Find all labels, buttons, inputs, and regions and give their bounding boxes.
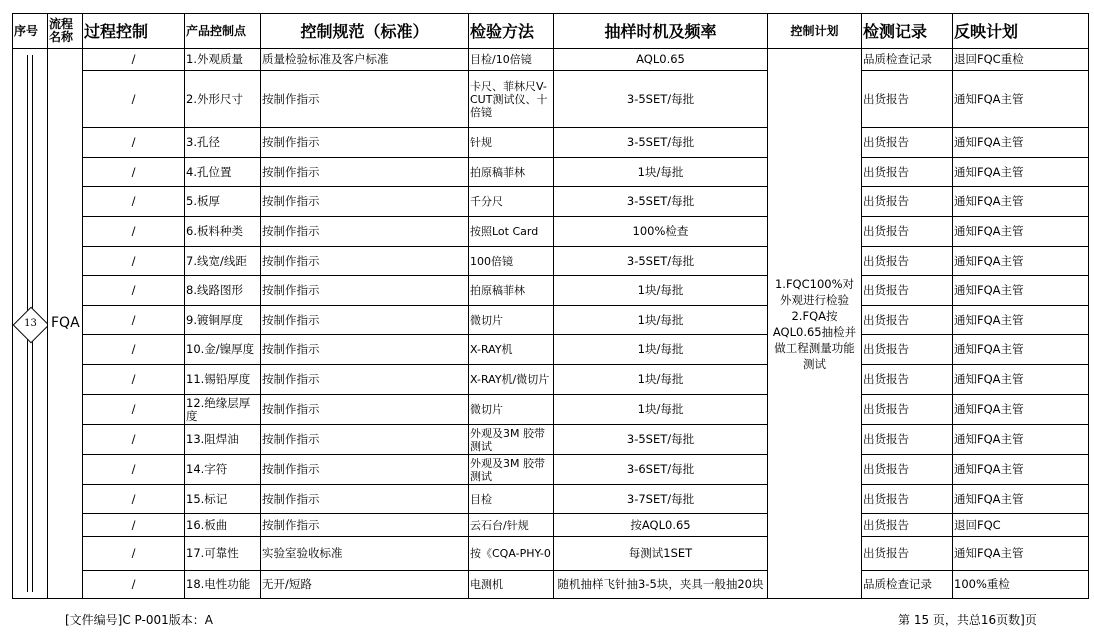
table-row bbox=[13, 365, 1089, 395]
control-spec-cell bbox=[261, 217, 469, 247]
sampling-cell-text: 100%检查 bbox=[632, 225, 689, 238]
inspection-method-cell bbox=[469, 335, 554, 365]
page-info: 第 15 页，共总16页数]页 bbox=[898, 613, 1037, 627]
reaction-plan-cell bbox=[953, 187, 1089, 217]
header-row bbox=[13, 14, 1089, 49]
inspection-method-cell-text: 电测机 bbox=[470, 578, 503, 591]
test-record-cell-text: 出货报告 bbox=[863, 463, 909, 476]
inspection-method-cell bbox=[469, 128, 554, 158]
process-control-cell-text: / bbox=[131, 165, 136, 179]
control-point-cell-text: 13.阻焊油 bbox=[186, 433, 239, 446]
inspection-method-cell bbox=[469, 425, 554, 455]
reaction-plan-cell-text: 100%重检 bbox=[954, 578, 1010, 591]
test-record-cell bbox=[862, 49, 953, 71]
reaction-plan-cell bbox=[953, 276, 1089, 306]
table-body bbox=[13, 49, 1089, 599]
process-control-cell-text: / bbox=[131, 343, 136, 356]
sequence-number: 13 bbox=[24, 317, 37, 329]
table-row bbox=[13, 247, 1089, 276]
control-point-cell-text: 12.绝缘层厚度 bbox=[186, 396, 251, 423]
process-control-cell bbox=[83, 128, 185, 158]
control-point-cell bbox=[185, 395, 261, 425]
test-record-cell bbox=[862, 571, 953, 599]
table-row bbox=[13, 49, 1089, 71]
test-record-cell-text: 出货报告 bbox=[863, 136, 909, 149]
process-control-cell-text: / bbox=[131, 433, 136, 446]
inspection-method-cell bbox=[469, 158, 554, 187]
table-row bbox=[13, 306, 1089, 335]
reaction-plan-cell bbox=[953, 217, 1089, 247]
table-row bbox=[13, 537, 1089, 571]
process-control-cell bbox=[83, 158, 185, 187]
sampling-cell bbox=[554, 158, 768, 187]
control-point-cell-text: 16.板曲 bbox=[186, 518, 228, 532]
control-plan-cell: 1.FQC100%对外观进行检验 2.FQA按AQL0.65抽检并做工程测量功能测试 bbox=[768, 49, 862, 599]
reaction-plan-cell-text: 通知FQA主管 bbox=[954, 195, 1024, 208]
test-record-cell bbox=[862, 514, 953, 537]
process-control-cell-text: / bbox=[131, 403, 136, 416]
control-spec-cell bbox=[261, 306, 469, 335]
control-spec-cell-text: 实验室验收标准 bbox=[262, 547, 343, 560]
reaction-plan-cell-text: 通知FQA主管 bbox=[954, 433, 1024, 446]
control-point-cell bbox=[185, 335, 261, 365]
process-control-cell-text: / bbox=[131, 373, 136, 386]
reaction-plan-cell bbox=[953, 158, 1089, 187]
process-control-cell bbox=[83, 71, 185, 128]
process-control-cell bbox=[83, 335, 185, 365]
reaction-plan-cell-text: 通知FQA主管 bbox=[954, 373, 1024, 386]
sampling-cell-text: 1块/每批 bbox=[637, 403, 684, 416]
test-record-cell-text: 品质检查记录 bbox=[863, 53, 932, 66]
control-plan-sheet bbox=[12, 13, 1089, 599]
reaction-plan-cell-text: 退回FQC bbox=[954, 518, 1001, 532]
sampling-cell-text: 1块/每批 bbox=[637, 373, 684, 386]
inspection-method-cell-text: 外观及3M 胶带测试 bbox=[470, 456, 545, 483]
sampling-cell-text: 每测试1SET bbox=[628, 547, 693, 560]
test-record-cell bbox=[862, 365, 953, 395]
test-record-cell-text: 出货报告 bbox=[863, 165, 909, 179]
sampling-cell bbox=[554, 247, 768, 276]
reaction-plan-cell bbox=[953, 247, 1089, 276]
sampling-cell-text: 随机抽样飞针抽3-5块，夹具一般抽20块 bbox=[557, 578, 764, 591]
table-row bbox=[13, 276, 1089, 306]
control-point-cell-text: 18.电性功能 bbox=[186, 578, 251, 591]
process-control-cell-text: / bbox=[131, 53, 136, 66]
control-spec-cell-text: 按制作指示 bbox=[262, 373, 320, 386]
process-control-cell bbox=[83, 514, 185, 537]
test-record-cell bbox=[862, 217, 953, 247]
sampling-cell bbox=[554, 485, 768, 514]
inspection-method-cell-text: 拍原稿菲林 bbox=[470, 165, 525, 179]
control-spec-cell-text: 按制作指示 bbox=[262, 225, 320, 238]
reaction-plan-cell-text: 通知FQA主管 bbox=[954, 403, 1024, 416]
inspection-method-cell bbox=[469, 247, 554, 276]
process-control-cell bbox=[83, 537, 185, 571]
inspection-method-cell-text: 目检/10倍镜 bbox=[470, 53, 532, 66]
sampling-cell-text: 3-5SET/每批 bbox=[626, 195, 695, 208]
test-record-cell-text: 出货报告 bbox=[863, 254, 909, 268]
inspection-method-cell-text: 针规 bbox=[470, 136, 492, 149]
test-record-cell bbox=[862, 128, 953, 158]
reaction-plan-cell bbox=[953, 485, 1089, 514]
reaction-plan-cell-text: 通知FQA主管 bbox=[954, 284, 1024, 297]
test-record-cell bbox=[862, 485, 953, 514]
sampling-cell-text: AQL0.65 bbox=[636, 53, 685, 66]
header-process-control: 过程控制 bbox=[83, 14, 185, 49]
process-control-cell-text: / bbox=[131, 578, 136, 591]
header-control-plan: 控制计划 bbox=[768, 14, 862, 49]
control-spec-cell-text: 按制作指示 bbox=[262, 254, 320, 268]
control-point-cell bbox=[185, 247, 261, 276]
sampling-cell bbox=[554, 128, 768, 158]
control-point-cell bbox=[185, 425, 261, 455]
control-spec-cell bbox=[261, 158, 469, 187]
reaction-plan-cell bbox=[953, 571, 1089, 599]
control-spec-cell-text: 按制作指示 bbox=[262, 92, 320, 106]
reaction-plan-cell-text: 通知FQA主管 bbox=[954, 92, 1024, 106]
control-spec-cell-text: 按制作指示 bbox=[262, 492, 320, 506]
test-record-cell-text: 出货报告 bbox=[863, 492, 909, 506]
inspection-method-cell bbox=[469, 217, 554, 247]
process-control-cell bbox=[83, 276, 185, 306]
inspection-method-cell bbox=[469, 514, 554, 537]
reaction-plan-cell bbox=[953, 455, 1089, 485]
control-plan-table bbox=[12, 13, 1089, 599]
control-spec-cell-text: 按制作指示 bbox=[262, 463, 320, 476]
inspection-method-cell-text: 目检 bbox=[470, 492, 492, 506]
process-control-cell-text: / bbox=[131, 284, 136, 297]
control-point-cell-text: 3.孔径 bbox=[186, 136, 220, 149]
sampling-cell bbox=[554, 571, 768, 599]
control-spec-cell-text: 按制作指示 bbox=[262, 403, 320, 416]
test-record-cell-text: 出货报告 bbox=[863, 373, 909, 386]
reaction-plan-cell-text: 通知FQA主管 bbox=[954, 463, 1024, 476]
sampling-cell bbox=[554, 455, 768, 485]
inspection-method-cell bbox=[469, 306, 554, 335]
control-spec-cell bbox=[261, 485, 469, 514]
test-record-cell bbox=[862, 158, 953, 187]
sampling-cell-text: 3-5SET/每批 bbox=[626, 254, 695, 268]
header-inspection-method: 检验方法 bbox=[469, 14, 554, 49]
control-point-cell-text: 2.外形尺寸 bbox=[186, 92, 243, 106]
sampling-cell bbox=[554, 537, 768, 571]
header-control-spec: 控制规范（标准） bbox=[261, 14, 469, 49]
process-control-cell bbox=[83, 425, 185, 455]
sampling-cell bbox=[554, 217, 768, 247]
process-control-cell-text: / bbox=[131, 225, 136, 238]
reaction-plan-cell bbox=[953, 395, 1089, 425]
reaction-plan-cell bbox=[953, 306, 1089, 335]
sampling-cell bbox=[554, 71, 768, 128]
test-record-cell-text: 出货报告 bbox=[863, 403, 909, 416]
control-spec-cell-text: 按制作指示 bbox=[262, 313, 320, 327]
process-control-cell-text: / bbox=[131, 136, 136, 149]
control-spec-cell bbox=[261, 49, 469, 71]
control-spec-cell-text: 无开/短路 bbox=[262, 578, 312, 591]
sampling-cell bbox=[554, 49, 768, 71]
process-control-cell bbox=[83, 187, 185, 217]
inspection-method-cell-text: 拍原稿菲林 bbox=[470, 284, 525, 297]
inspection-method-cell-text: 卡尺、菲林尺V-CUT测试仪、十倍镜 bbox=[470, 79, 548, 119]
inspection-method-cell-text: 千分尺 bbox=[470, 195, 503, 208]
reaction-plan-cell-text: 通知FQA主管 bbox=[954, 343, 1024, 356]
reaction-plan-cell-text: 通知FQA主管 bbox=[954, 225, 1024, 238]
control-spec-cell-text: 按制作指示 bbox=[262, 165, 320, 179]
control-point-cell bbox=[185, 217, 261, 247]
control-spec-cell-text: 按制作指示 bbox=[262, 433, 320, 446]
header-flow-name: 流程名称 bbox=[48, 14, 83, 49]
control-spec-cell-text: 按制作指示 bbox=[262, 136, 320, 149]
control-point-cell-text: 10.金/镍厚度 bbox=[186, 343, 255, 356]
table-row bbox=[13, 571, 1089, 599]
control-spec-cell bbox=[261, 365, 469, 395]
control-point-cell bbox=[185, 187, 261, 217]
header-seq: 序号 bbox=[13, 14, 48, 49]
header-reaction-plan: 反映计划 bbox=[953, 14, 1089, 49]
header-product-control-point: 产品控制点 bbox=[185, 14, 261, 49]
sampling-cell bbox=[554, 425, 768, 455]
inspection-method-cell-text: X-RAY机 bbox=[470, 343, 513, 356]
control-point-cell-text: 8.线路图形 bbox=[186, 284, 243, 297]
inspection-method-cell-text: 按《CQA-PHY-0 bbox=[470, 547, 551, 560]
control-point-cell-text: 7.线宽/线距 bbox=[186, 254, 247, 268]
control-point-cell-text: 14.字符 bbox=[186, 463, 228, 476]
control-point-cell bbox=[185, 537, 261, 571]
process-control-cell-text: / bbox=[131, 313, 136, 327]
sampling-cell-text: 3-6SET/每批 bbox=[626, 463, 695, 476]
control-spec-cell bbox=[261, 425, 469, 455]
test-record-cell bbox=[862, 276, 953, 306]
inspection-method-cell bbox=[469, 71, 554, 128]
control-spec-cell bbox=[261, 455, 469, 485]
table-row bbox=[13, 514, 1089, 537]
inspection-method-cell-text: 云石台/针规 bbox=[470, 518, 529, 532]
process-control-cell-text: / bbox=[131, 254, 136, 268]
reaction-plan-cell bbox=[953, 514, 1089, 537]
control-spec-cell bbox=[261, 537, 469, 571]
test-record-cell-text: 出货报告 bbox=[863, 195, 909, 208]
sampling-cell-text: 1块/每批 bbox=[637, 343, 684, 356]
test-record-cell bbox=[862, 306, 953, 335]
process-control-cell-text: / bbox=[131, 492, 136, 506]
inspection-method-cell-text: 微切片 bbox=[470, 403, 503, 416]
control-point-cell-text: 9.镀铜厚度 bbox=[186, 313, 243, 327]
control-spec-cell-text: 质量检验标准及客户标准 bbox=[262, 53, 389, 66]
control-point-cell-text: 4.孔位置 bbox=[186, 165, 232, 179]
process-control-cell-text: / bbox=[131, 463, 136, 476]
control-spec-cell bbox=[261, 571, 469, 599]
table-row bbox=[13, 217, 1089, 247]
inspection-method-cell bbox=[469, 537, 554, 571]
table-row bbox=[13, 158, 1089, 187]
test-record-cell bbox=[862, 395, 953, 425]
control-spec-cell bbox=[261, 514, 469, 537]
control-point-cell bbox=[185, 514, 261, 537]
process-control-cell bbox=[83, 571, 185, 599]
reaction-plan-cell-text: 通知FQA主管 bbox=[954, 254, 1024, 268]
reaction-plan-cell bbox=[953, 335, 1089, 365]
table-row bbox=[13, 335, 1089, 365]
test-record-cell-text: 品质检查记录 bbox=[863, 578, 932, 591]
test-record-cell bbox=[862, 187, 953, 217]
control-point-cell bbox=[185, 365, 261, 395]
test-record-cell-text: 出货报告 bbox=[863, 284, 909, 297]
control-point-cell-text: 17.可靠性 bbox=[186, 547, 239, 560]
control-spec-cell bbox=[261, 128, 469, 158]
control-spec-cell-text: 按制作指示 bbox=[262, 518, 320, 532]
inspection-method-cell-text: 微切片 bbox=[470, 313, 503, 327]
control-point-cell bbox=[185, 571, 261, 599]
control-spec-cell-text: 按制作指示 bbox=[262, 343, 320, 356]
reaction-plan-cell bbox=[953, 71, 1089, 128]
process-control-cell bbox=[83, 49, 185, 71]
sampling-cell-text: 3-7SET/每批 bbox=[626, 492, 695, 506]
control-point-cell bbox=[185, 71, 261, 128]
inspection-method-cell bbox=[469, 571, 554, 599]
reaction-plan-cell bbox=[953, 128, 1089, 158]
test-record-cell-text: 出货报告 bbox=[863, 343, 909, 356]
control-spec-cell bbox=[261, 276, 469, 306]
control-spec-cell bbox=[261, 71, 469, 128]
reaction-plan-cell-text: 退回FQC重检 bbox=[954, 53, 1024, 66]
control-point-cell-text: 6.板料种类 bbox=[186, 225, 243, 238]
sampling-cell-text: 3-5SET/每批 bbox=[626, 433, 695, 446]
test-record-cell-text: 出货报告 bbox=[863, 518, 909, 532]
inspection-method-cell-text: 外观及3M 胶带测试 bbox=[470, 426, 545, 453]
control-point-cell bbox=[185, 455, 261, 485]
process-control-cell bbox=[83, 217, 185, 247]
sampling-cell bbox=[554, 514, 768, 537]
test-record-cell-text: 出货报告 bbox=[863, 313, 909, 327]
control-point-cell bbox=[185, 485, 261, 514]
sequence-cell bbox=[13, 49, 48, 599]
control-point-cell-text: 15.标记 bbox=[186, 492, 228, 506]
control-point-cell bbox=[185, 158, 261, 187]
control-spec-cell-text: 按制作指示 bbox=[262, 195, 320, 208]
sampling-cell-text: 3-5SET/每批 bbox=[626, 92, 695, 106]
control-spec-cell bbox=[261, 395, 469, 425]
test-record-cell-text: 出货报告 bbox=[863, 225, 909, 238]
control-point-cell bbox=[185, 276, 261, 306]
sampling-cell-text: 3-5SET/每批 bbox=[626, 136, 695, 149]
sampling-cell-text: 1块/每批 bbox=[637, 313, 684, 327]
table-row bbox=[13, 425, 1089, 455]
inspection-method-cell bbox=[469, 485, 554, 514]
test-record-cell bbox=[862, 425, 953, 455]
inspection-method-cell bbox=[469, 276, 554, 306]
sampling-cell-text: 1块/每批 bbox=[637, 284, 684, 297]
sampling-cell bbox=[554, 187, 768, 217]
control-point-cell-text: 5.板厚 bbox=[186, 195, 220, 208]
reaction-plan-cell-text: 通知FQA主管 bbox=[954, 313, 1024, 327]
control-spec-cell-text: 按制作指示 bbox=[262, 284, 320, 297]
table-row bbox=[13, 187, 1089, 217]
process-control-cell-text: / bbox=[131, 547, 136, 560]
test-record-cell bbox=[862, 537, 953, 571]
process-control-cell-text: / bbox=[131, 518, 136, 532]
reaction-plan-cell bbox=[953, 365, 1089, 395]
process-control-cell bbox=[83, 306, 185, 335]
inspection-method-cell bbox=[469, 395, 554, 425]
control-spec-cell bbox=[261, 187, 469, 217]
control-spec-cell bbox=[261, 335, 469, 365]
table-row bbox=[13, 455, 1089, 485]
sampling-cell bbox=[554, 276, 768, 306]
header-sampling: 抽样时机及频率 bbox=[554, 14, 768, 49]
table-row bbox=[13, 128, 1089, 158]
doc-number: [文件编号]C P-001版本：A bbox=[65, 613, 213, 627]
test-record-cell-text: 出货报告 bbox=[863, 433, 909, 446]
reaction-plan-cell bbox=[953, 537, 1089, 571]
sampling-cell bbox=[554, 395, 768, 425]
control-point-cell bbox=[185, 49, 261, 71]
reaction-plan-cell-text: 通知FQA主管 bbox=[954, 165, 1024, 179]
table-row bbox=[13, 395, 1089, 425]
sampling-cell bbox=[554, 306, 768, 335]
inspection-method-cell-text: 100倍镜 bbox=[470, 254, 513, 268]
process-control-cell-text: / bbox=[131, 92, 136, 106]
inspection-method-cell-text: 按照Lot Card bbox=[470, 225, 539, 238]
reaction-plan-cell bbox=[953, 49, 1089, 71]
control-spec-cell bbox=[261, 247, 469, 276]
sampling-cell-text: 按AQL0.65 bbox=[630, 518, 691, 532]
inspection-method-cell bbox=[469, 49, 554, 71]
sampling-cell-text: 1块/每批 bbox=[637, 165, 684, 179]
control-point-cell-text: 11.锡铅厚度 bbox=[186, 373, 251, 386]
process-control-cell bbox=[83, 365, 185, 395]
test-record-cell-text: 出货报告 bbox=[863, 92, 909, 106]
inspection-method-cell bbox=[469, 187, 554, 217]
inspection-method-cell bbox=[469, 365, 554, 395]
reaction-plan-cell-text: 通知FQA主管 bbox=[954, 136, 1024, 149]
process-control-cell bbox=[83, 395, 185, 425]
test-record-cell bbox=[862, 455, 953, 485]
header-test-record: 检测记录 bbox=[862, 14, 953, 49]
reaction-plan-cell-text: 通知FQA主管 bbox=[954, 492, 1024, 506]
reaction-plan-cell bbox=[953, 425, 1089, 455]
test-record-cell-text: 出货报告 bbox=[863, 547, 909, 560]
flow-name-cell: FQA bbox=[48, 49, 83, 599]
inspection-method-cell-text: X-RAY机/微切片 bbox=[470, 373, 550, 386]
control-point-cell bbox=[185, 128, 261, 158]
control-point-cell bbox=[185, 306, 261, 335]
sampling-cell bbox=[554, 365, 768, 395]
table-row bbox=[13, 71, 1089, 128]
control-point-cell-text: 1.外观质量 bbox=[186, 53, 243, 66]
table-row bbox=[13, 485, 1089, 514]
test-record-cell bbox=[862, 71, 953, 128]
process-control-cell bbox=[83, 485, 185, 514]
inspection-method-cell bbox=[469, 455, 554, 485]
test-record-cell bbox=[862, 335, 953, 365]
test-record-cell bbox=[862, 247, 953, 276]
sampling-cell bbox=[554, 335, 768, 365]
process-control-cell-text: / bbox=[131, 195, 136, 208]
reaction-plan-cell-text: 通知FQA主管 bbox=[954, 547, 1024, 560]
process-control-cell bbox=[83, 455, 185, 485]
process-control-cell bbox=[83, 247, 185, 276]
